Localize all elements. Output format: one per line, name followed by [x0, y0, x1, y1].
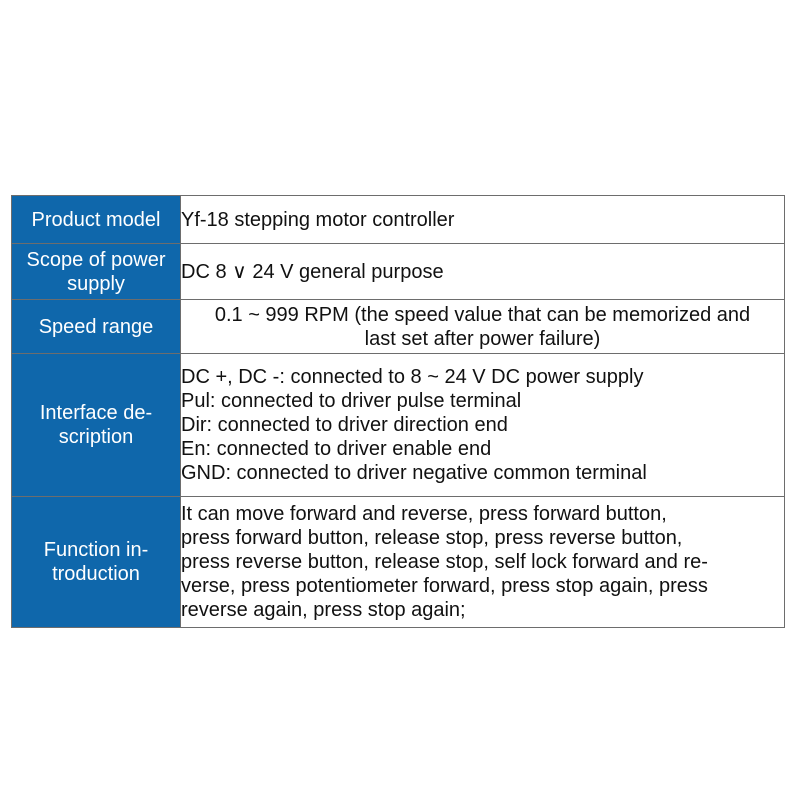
label-line: scription — [58, 426, 134, 448]
value-line: verse, press potentiometer forward, press stop again, press — [181, 575, 708, 597]
label-function-introduction — [12, 497, 181, 628]
value-line: DC 8 ∨ 24 V general purpose — [181, 260, 444, 283]
label-line: supply — [67, 272, 125, 295]
row-function-introduction — [12, 497, 785, 628]
label-speed-range — [12, 300, 181, 354]
value-line: last set after power failure) — [364, 327, 601, 350]
row-power-supply — [12, 244, 785, 300]
value-line: En: connected to driver enable end — [181, 438, 492, 460]
label-line: Product model — [31, 208, 161, 231]
label-line: Function in- — [43, 539, 149, 561]
value-power-supply — [181, 244, 785, 300]
value-line: 0.1 ~ 999 RPM (the speed value that can be memorized and — [214, 303, 751, 326]
label-product-model — [12, 196, 181, 244]
value-product-model — [181, 196, 785, 244]
row-product-model — [12, 196, 785, 244]
value-line: Dir: connected to driver direction end — [181, 414, 508, 436]
value-line: Pul: connected to driver pulse terminal — [181, 390, 522, 412]
value-line: DC +, DC -: connected to 8 ~ 24 V DC power supply — [181, 366, 644, 388]
label-line: troduction — [52, 563, 140, 585]
value-speed-range — [181, 300, 785, 354]
label-power-supply — [12, 244, 181, 300]
row-interface-description — [12, 354, 785, 497]
value-line: GND: connected to driver negative common terminal — [181, 462, 647, 484]
value-function-introduction — [181, 497, 785, 628]
value-line: Yf-18 stepping motor controller — [181, 208, 455, 231]
row-speed-range — [12, 300, 785, 354]
label-line: Interface de- — [39, 402, 153, 424]
label-line: Scope of power — [26, 248, 166, 271]
value-line: It can move forward and reverse, press forward button, — [181, 503, 667, 525]
value-line: press reverse button, release stop, self lock forward and re- — [181, 551, 708, 573]
label-line: Speed range — [38, 315, 154, 338]
value-interface-description — [181, 354, 785, 497]
value-line: press forward button, release stop, press reverse button, — [181, 527, 683, 549]
spec-table — [11, 195, 785, 628]
label-interface-description — [12, 354, 181, 497]
value-line: reverse again, press stop again; — [181, 599, 466, 621]
